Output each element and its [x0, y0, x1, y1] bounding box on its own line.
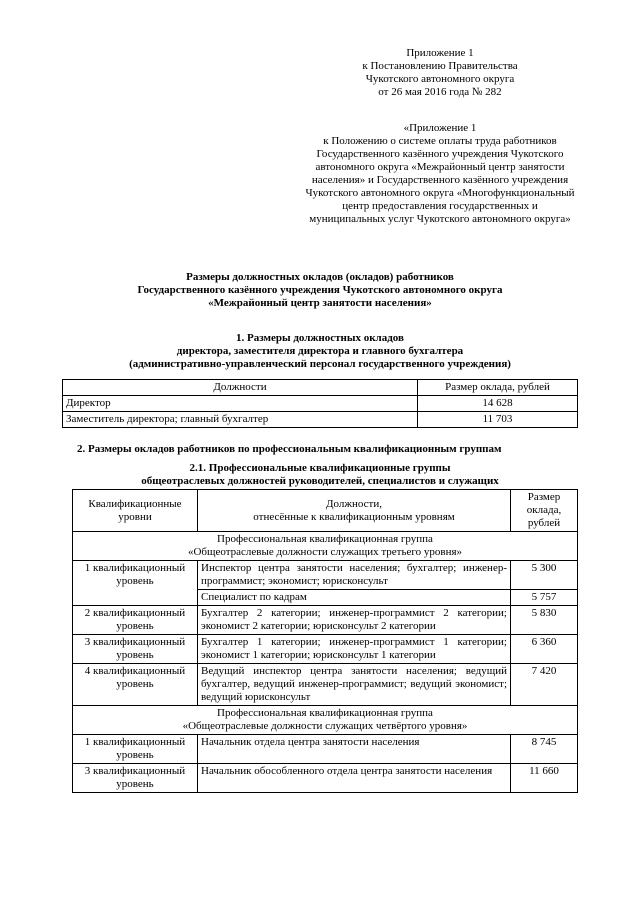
level-cell: 3 квалификационный уровень — [73, 764, 198, 793]
table-row — [73, 561, 578, 590]
appendix-2-line: центр предоставления государственных и — [342, 200, 538, 212]
header-positions: Должности — [63, 380, 418, 396]
appendix-2-line: к Положению о системе оплаты труда работников — [323, 135, 557, 147]
appendix-2-line: Чукотского автономного округа «Многофункциональный — [305, 187, 575, 199]
level-cell: 1 квалификационный уровень — [73, 561, 198, 606]
positions-cell: Начальник обособленного отдела центра занятости населения — [198, 764, 511, 793]
table-row — [73, 735, 578, 764]
salary-cell: 8 745 — [511, 735, 578, 764]
positions-cell: Бухгалтер 1 категории; инженер-программист 1 категории; экономист 1 категории; юрисконсульт 1 категории — [198, 635, 511, 664]
salary-cell: 11 703 — [418, 412, 578, 428]
level-cell: 1 квалификационный уровень — [73, 735, 198, 764]
header-positions — [198, 490, 511, 532]
table-row — [73, 764, 578, 793]
section-2-heading — [77, 443, 617, 456]
header-salary-line: оклада, — [526, 504, 562, 516]
group-header-row — [73, 532, 578, 561]
group-3-title — [73, 532, 578, 561]
document-title — [60, 271, 580, 310]
appendix-2-line: «Приложение 1 — [403, 122, 477, 134]
appendix-1-line: Чукотского автономного округа — [365, 73, 515, 85]
table-header-row — [63, 380, 578, 396]
appendix-1-line: от 26 мая 2016 года № 282 — [378, 86, 502, 98]
positions-cell: Начальник отдела центра занятости населения — [198, 735, 511, 764]
header-levels-line: Квалификационные — [88, 497, 182, 510]
header-salary: Размер оклада, рублей — [418, 380, 578, 396]
appendix-2-line: населения» и Государственного казённого учреждения — [311, 174, 569, 186]
header-salary-line: Размер — [527, 491, 561, 503]
table-header-row — [73, 490, 578, 532]
salary-cell: 6 360 — [511, 635, 578, 664]
positions-cell: Бухгалтер 2 категории; инженер-программист 2 категории; экономист 2 категории; юрисконсульт 2 категории — [198, 606, 511, 635]
appendix-1-line: к Постановлению Правительства — [362, 60, 518, 72]
qualification-groups-table — [72, 489, 578, 793]
title-line: «Межрайонный центр занятости населения» — [208, 297, 432, 309]
appendix-2-block — [270, 122, 610, 226]
position-cell: Директор — [63, 396, 418, 412]
appendix-2-line: Государственного казённого учреждения Чукотского — [316, 148, 564, 160]
appendix-2-line: автономного округа «Межрайонный центр занятости — [315, 161, 565, 173]
section-2-1-line: 2.1. Профессиональные квалификационные группы — [189, 462, 451, 474]
appendix-1-line: Приложение 1 — [406, 47, 474, 59]
level-cell: 3 квалификационный уровень — [73, 635, 198, 664]
salary-cell: 5 757 — [511, 590, 578, 606]
appendix-1-block — [340, 47, 540, 99]
positions-cell: Инспектор центра занятости населения; бухгалтер; инженер-программист; экономист; юрисконсульт — [198, 561, 511, 590]
group-4-title — [73, 706, 578, 735]
section-1-line: 1. Размеры должностных окладов — [236, 332, 404, 344]
position-cell: Заместитель директора; главный бухгалтер — [63, 412, 418, 428]
header-salary — [511, 490, 578, 532]
header-levels-line: уровни — [118, 510, 152, 523]
section-1-line: (административно-управленческий персонал государственного учреждения) — [129, 358, 511, 370]
section-2-heading-text: 2. Размеры окладов работников по профессиональным квалификационным группам — [77, 443, 502, 455]
appendix-2-line: муниципальных услуг Чукотского автономного округа» — [309, 213, 571, 225]
management-salary-table — [62, 379, 578, 428]
section-2-1-line: общеотраслевых должностей руководителей, специалистов и служащих — [141, 475, 499, 487]
header-positions-line: отнесённые к квалификационным уровням — [253, 510, 455, 523]
table-row — [63, 412, 578, 428]
group-title-line: «Общеотраслевые должности служащих четвёртого уровня» — [182, 720, 468, 732]
table-row — [73, 664, 578, 706]
group-title-line: «Общеотраслевые должности служащих третьего уровня» — [187, 546, 463, 558]
header-positions-line: Должности, — [326, 497, 382, 510]
salary-cell: 5 830 — [511, 606, 578, 635]
section-2-1-heading — [60, 462, 580, 488]
group-header-row — [73, 706, 578, 735]
table-row — [73, 606, 578, 635]
table-row — [73, 635, 578, 664]
salary-cell: 11 660 — [511, 764, 578, 793]
salary-cell: 7 420 — [511, 664, 578, 706]
section-1-heading — [60, 332, 580, 371]
positions-cell: Ведущий инспектор центра занятости населения; ведущий бухгалтер, ведущий инженер-программист; ведущий экономист; ведущий юрисконсульт — [198, 664, 511, 706]
header-levels — [73, 490, 198, 532]
header-salary-line: рублей — [527, 517, 561, 529]
table-row — [63, 396, 578, 412]
salary-cell: 5 300 — [511, 561, 578, 590]
level-cell: 2 квалификационный уровень — [73, 606, 198, 635]
section-1-line: директора, заместителя директора и главного бухгалтера — [176, 345, 464, 357]
level-cell: 4 квалификационный уровень — [73, 664, 198, 706]
title-line: Размеры должностных окладов (окладов) работников — [186, 271, 454, 283]
positions-cell: Специалист по кадрам — [198, 590, 511, 606]
group-title-line: Профессиональная квалификационная группа — [217, 533, 433, 545]
group-title-line: Профессиональная квалификационная группа — [217, 707, 433, 719]
salary-cell: 14 628 — [418, 396, 578, 412]
title-line: Государственного казённого учреждения Чукотского автономного округа — [137, 284, 503, 296]
